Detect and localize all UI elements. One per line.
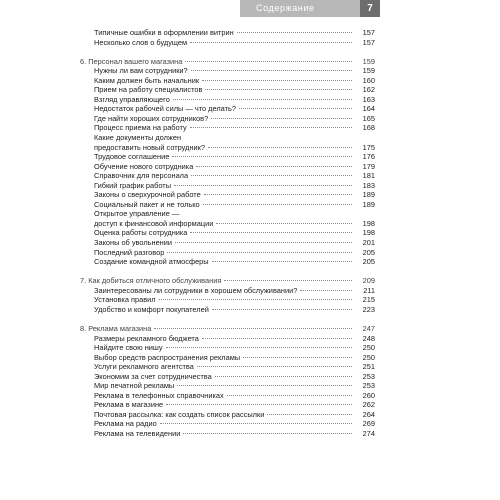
toc-entry-page: 209 <box>362 276 375 286</box>
dot-leader <box>166 347 352 348</box>
dot-leader <box>203 204 352 205</box>
toc-entry-title: Где найти хороших сотрудников? <box>94 113 209 123</box>
toc-entry-title: 8. Реклама магазина <box>80 323 152 333</box>
dot-leader <box>166 404 352 405</box>
toc-entry-page: 250 <box>362 343 375 353</box>
toc-entry-page: 159 <box>362 56 375 66</box>
dot-leader <box>154 328 352 329</box>
toc-entry-page: 211 <box>363 285 375 295</box>
toc-entry <box>80 66 375 76</box>
toc-entry-title: Открытое управление — <box>94 209 180 219</box>
toc-entry-page: 189 <box>362 199 375 209</box>
toc-chapter <box>80 276 375 286</box>
toc-entry <box>80 238 375 248</box>
dot-leader <box>216 223 352 224</box>
toc-entry-page: 264 <box>362 409 375 419</box>
toc-entry-page: 205 <box>362 247 375 257</box>
toc-entry <box>80 133 375 143</box>
toc-entry-title: предоставить новый сотрудник? <box>94 142 205 152</box>
toc-entry-page: 253 <box>362 381 375 391</box>
toc-entry-title: Законы о сверхурочной работе <box>94 190 201 200</box>
toc-entry <box>80 219 375 229</box>
dot-leader <box>267 414 352 415</box>
toc-entry <box>80 171 375 181</box>
toc-entry <box>80 181 375 191</box>
toc-entry-page: 274 <box>362 428 375 438</box>
group-spacer <box>80 267 375 277</box>
toc-entry-page: 215 <box>362 295 375 305</box>
toc-entry <box>80 38 375 48</box>
toc-entry-page: 189 <box>362 190 375 200</box>
toc-entry <box>80 334 375 344</box>
toc-entry <box>80 85 375 95</box>
toc-entry-page: 162 <box>362 85 375 95</box>
toc-entry <box>80 209 375 219</box>
toc-entry <box>80 104 375 114</box>
page-number: 7 <box>360 0 380 17</box>
toc-entry-page: 159 <box>362 66 375 76</box>
dot-leader <box>197 366 352 367</box>
toc-entry <box>80 248 375 258</box>
toc-entry <box>80 114 375 124</box>
dot-leader <box>212 261 352 262</box>
toc-chapter <box>80 57 375 67</box>
toc-entry-page: 168 <box>362 123 375 133</box>
dot-leader <box>190 232 352 233</box>
toc-entry-title: Услуги рекламного агентства <box>94 362 194 372</box>
toc-entry-title: Процесс приема на работу <box>94 123 187 133</box>
toc-entry-page: 179 <box>362 161 375 171</box>
toc-entry-page: 253 <box>362 371 375 381</box>
dot-leader <box>174 185 352 186</box>
toc-entry <box>80 200 375 210</box>
group-spacer <box>80 314 375 324</box>
toc-entry-title: Экономим за счет сотрудничества <box>94 371 212 381</box>
dot-leader <box>202 338 352 339</box>
toc-entry <box>80 305 375 315</box>
dot-leader <box>173 99 352 100</box>
toc-entry-title: Справочник для персонала <box>94 171 189 181</box>
toc-entry-page: 201 <box>362 238 375 248</box>
toc-entry-title: Прием на работу специалистов <box>94 85 203 95</box>
dot-leader <box>196 166 352 167</box>
toc-entry-page: 205 <box>362 257 375 267</box>
toc-entry-title: 6. Персонал вашего магазина <box>80 56 183 66</box>
toc-entry-title: Создание командной атмосферы <box>94 257 209 267</box>
toc-entry-page: 183 <box>362 180 375 190</box>
toc-entry-page: 157 <box>362 37 375 47</box>
toc-entry-title: Реклама в телефонных справочниках <box>94 390 224 400</box>
dot-leader <box>159 299 352 300</box>
dot-leader <box>191 175 352 176</box>
dot-leader <box>177 385 352 386</box>
toc-entry <box>80 362 375 372</box>
toc-entry-page: 165 <box>362 113 375 123</box>
toc-entry <box>80 257 375 267</box>
toc-entry <box>80 123 375 133</box>
dot-leader <box>190 127 352 128</box>
toc-entry <box>80 381 375 391</box>
toc-entry-title: Реклама в магазине <box>94 400 164 410</box>
dot-leader <box>211 118 352 119</box>
toc-entry <box>80 353 375 363</box>
toc-entry-page: 198 <box>362 228 375 238</box>
toc-entry-title: Трудовое соглашение <box>94 152 170 162</box>
dot-leader <box>208 147 352 148</box>
dot-leader <box>172 156 352 157</box>
toc-entry-page: 250 <box>362 352 375 362</box>
toc-entry-title: Реклама на телевидении <box>94 428 181 438</box>
toc-entry-page: 157 <box>362 28 375 37</box>
dot-leader <box>190 42 352 43</box>
toc-entry-title: Недостаток рабочей силы — что делать? <box>94 104 236 114</box>
toc-entry-title: Почтовая рассылка: как создать список рассылки <box>94 409 265 419</box>
dot-leader <box>160 423 352 424</box>
toc-entry-page: 260 <box>362 390 375 400</box>
dot-leader <box>215 376 352 377</box>
toc-entry-title: Удобство и комфорт покупателей <box>94 304 209 314</box>
toc-entry-page: 262 <box>362 400 375 410</box>
toc-entry-title: Нужны ли вам сотрудники? <box>94 66 188 76</box>
toc-entry <box>80 410 375 420</box>
toc-entry-page: 247 <box>362 323 375 333</box>
dot-leader <box>191 70 352 71</box>
toc-entry-title: Мир печатной рекламы <box>94 381 175 391</box>
toc-entry-title: Гибкий график работы <box>94 180 172 190</box>
toc-entry-title: Социальный пакет и не только <box>94 199 200 209</box>
toc-entry <box>80 391 375 401</box>
dot-leader <box>243 357 352 358</box>
dot-leader <box>300 290 352 291</box>
toc-entry <box>80 28 375 38</box>
toc-entry <box>80 190 375 200</box>
toc-entry-title: доступ к финансовой информации <box>94 218 214 228</box>
toc-entry-title: Последний разговор <box>94 247 165 257</box>
toc-entry <box>80 429 375 439</box>
toc-entry <box>80 343 375 353</box>
toc-entry-title: Взгляд управляющего <box>94 94 170 104</box>
toc-entry <box>80 295 375 305</box>
toc-entry <box>80 143 375 153</box>
toc-entry-title: Типичные ошибки в оформлении витрин <box>94 28 234 37</box>
toc-entry-page: 176 <box>362 152 375 162</box>
toc-entry-page: 175 <box>362 142 375 152</box>
toc-entry-page: 160 <box>362 75 375 85</box>
toc-entry-title: Заинтересованы ли сотрудники в хорошем обслуживании? <box>94 285 298 295</box>
toc-entry <box>80 162 375 172</box>
group-spacer <box>80 47 375 57</box>
dot-leader <box>204 194 352 195</box>
toc-entry-page: 223 <box>362 304 375 314</box>
toc-entry-page: 269 <box>362 419 375 429</box>
toc-entry-title: Каким должен быть начальник <box>94 75 200 85</box>
dot-leader <box>205 89 352 90</box>
dot-leader <box>237 32 352 33</box>
toc-entry-title: Реклама на радио <box>94 419 157 429</box>
toc-entry-page: 251 <box>362 362 375 372</box>
toc-chapter <box>80 324 375 334</box>
toc-entry-title: Несколько слов о будущем <box>94 37 188 47</box>
dot-leader <box>167 252 352 253</box>
dot-leader <box>183 433 352 434</box>
toc-entry-page: 198 <box>362 218 375 228</box>
toc-entry-title: Обучение нового сотрудника <box>94 161 194 171</box>
toc-entry-title: 7. Как добиться отличного обслуживания <box>80 276 222 286</box>
running-title: Содержание <box>240 0 360 17</box>
toc-entry <box>80 419 375 429</box>
toc-entry-title: Какие документы должен <box>94 133 182 143</box>
toc-entry <box>80 76 375 86</box>
toc-entry-title: Выбор средств распространения рекламы <box>94 352 241 362</box>
dot-leader <box>175 242 352 243</box>
dot-leader <box>224 280 352 281</box>
toc-entry-title: Найдите свою нишу <box>94 343 163 353</box>
dot-leader <box>202 80 352 81</box>
toc-entry <box>80 286 375 296</box>
toc-entry <box>80 152 375 162</box>
toc-entry-page: 164 <box>362 104 375 114</box>
toc-entry <box>80 95 375 105</box>
table-of-contents <box>80 28 375 439</box>
toc-entry-page: 163 <box>362 94 375 104</box>
toc-entry <box>80 400 375 410</box>
toc-entry <box>80 228 375 238</box>
toc-entry-title: Оценка работы сотрудника <box>94 228 188 238</box>
dot-leader <box>185 61 352 62</box>
toc-entry-page: 248 <box>362 333 375 343</box>
dot-leader <box>227 395 352 396</box>
toc-entry-title: Установка правил <box>94 295 156 305</box>
toc-entry-title: Размеры рекламного бюджета <box>94 333 199 343</box>
dot-leader <box>212 309 352 310</box>
dot-leader <box>239 108 352 109</box>
toc-entry-title: Законы об увольнении <box>94 238 173 248</box>
toc-entry <box>80 372 375 382</box>
toc-entry-page: 181 <box>362 171 375 181</box>
